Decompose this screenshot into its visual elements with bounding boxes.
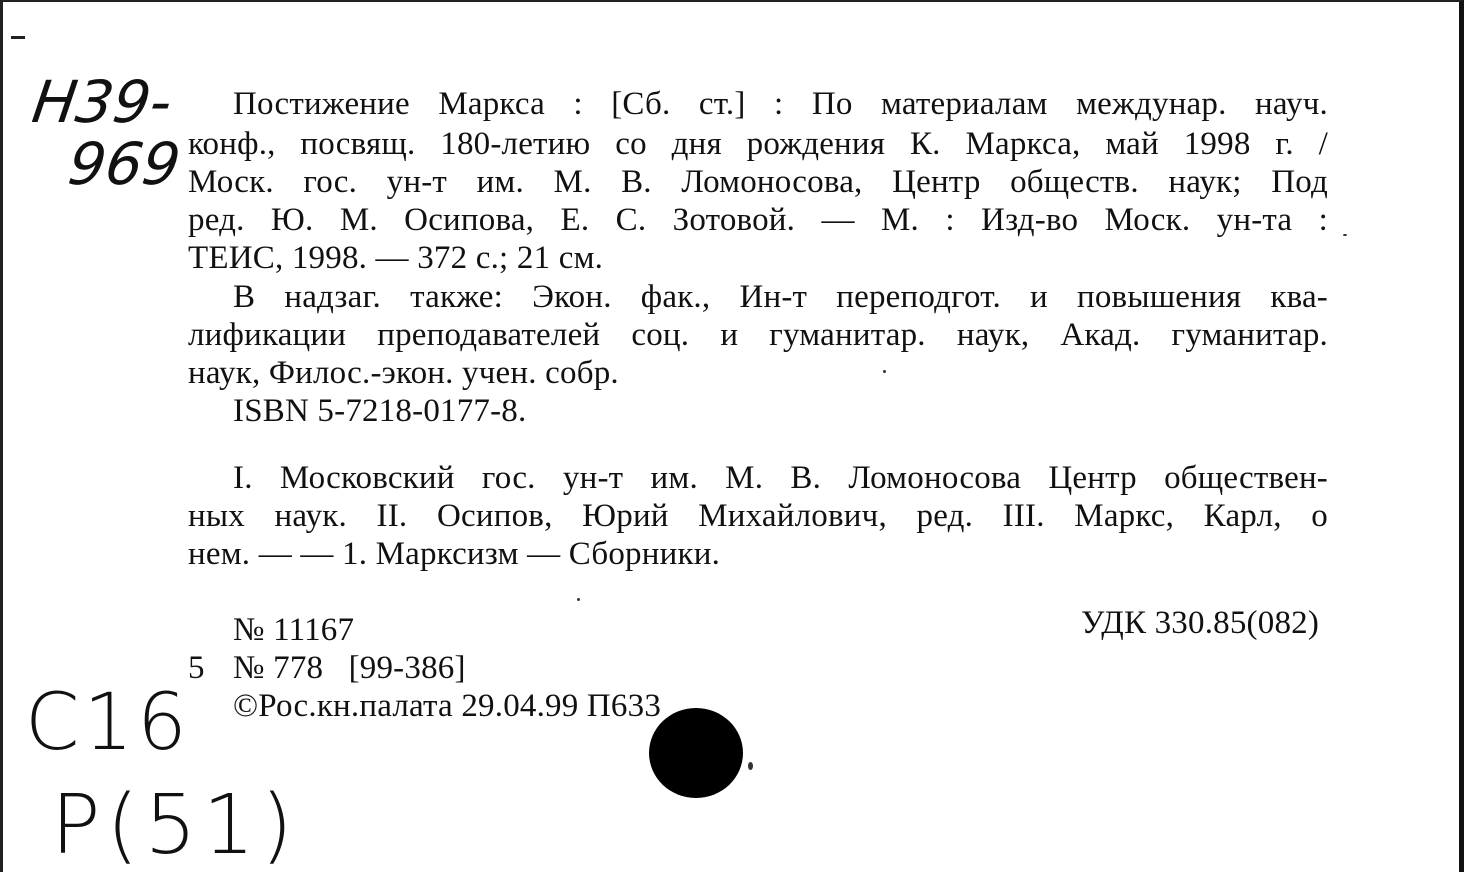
handwritten-note-1: С16 [25,678,191,768]
book-chamber-stamp: ©Рос.кн.палата 29.04.99 П633 [233,688,662,724]
scan-speck [577,598,580,601]
copies-count: 5 [188,650,205,686]
scan-speck [748,762,753,770]
tracing-line-1: I. Московский гос. ун-т им. М. В. Ломоносова Центр обществен- [233,460,1328,496]
handwritten-shelf-mark-bottom: 969 [64,130,185,198]
scan-speck [1343,234,1347,236]
note-line-1: В надзаг. также: Экон. фак., Ин-т переподгот. и повышения ква- [233,279,1328,315]
card-number: № 11167 [233,612,355,648]
record-line-2: конф., посвящ. 180-летию со дня рождения К. Маркса, май 1998 г. / [188,126,1328,162]
tracing-line-3: нем. — — 1. Марксизм — Сборники. [188,536,721,572]
record-line-3: Моск. гос. ун-т им. М. В. Ломоносова, Центр обществ. наук; Под [188,164,1328,200]
record-line-4: ред. Ю. М. Осипова, Е. С. Зотовой. — М. : Изд-во Моск. ун-та : [188,202,1328,238]
order-number: № 778 [99-386] [233,650,466,686]
handwritten-note-2: Р(51) [51,778,299,873]
udc-code: УДК 330.85(082) [1081,605,1320,641]
record-line-1: Постижение Маркса : [Сб. ст.] : По материалам междунар. науч. [233,86,1328,122]
handwritten-shelf-mark-top: Н39- [28,68,177,136]
card-punch-hole [649,708,743,798]
scan-speck [883,370,886,373]
isbn: ISBN 5-7218-0177-8. [233,393,527,429]
note-line-2: лификации преподавателей соц. и гуманитар. наук, Акад. гуманитар. [188,317,1328,353]
note-line-3: наук, Филос.-экон. учен. собр. [188,355,619,391]
record-line-5: ТЕИС, 1998. — 372 с.; 21 см. [188,240,604,276]
pencil-mark [11,36,25,39]
tracing-line-2: ных наук. II. Осипов, Юрий Михайлович, ред. III. Маркс, Карл, о [188,498,1328,534]
